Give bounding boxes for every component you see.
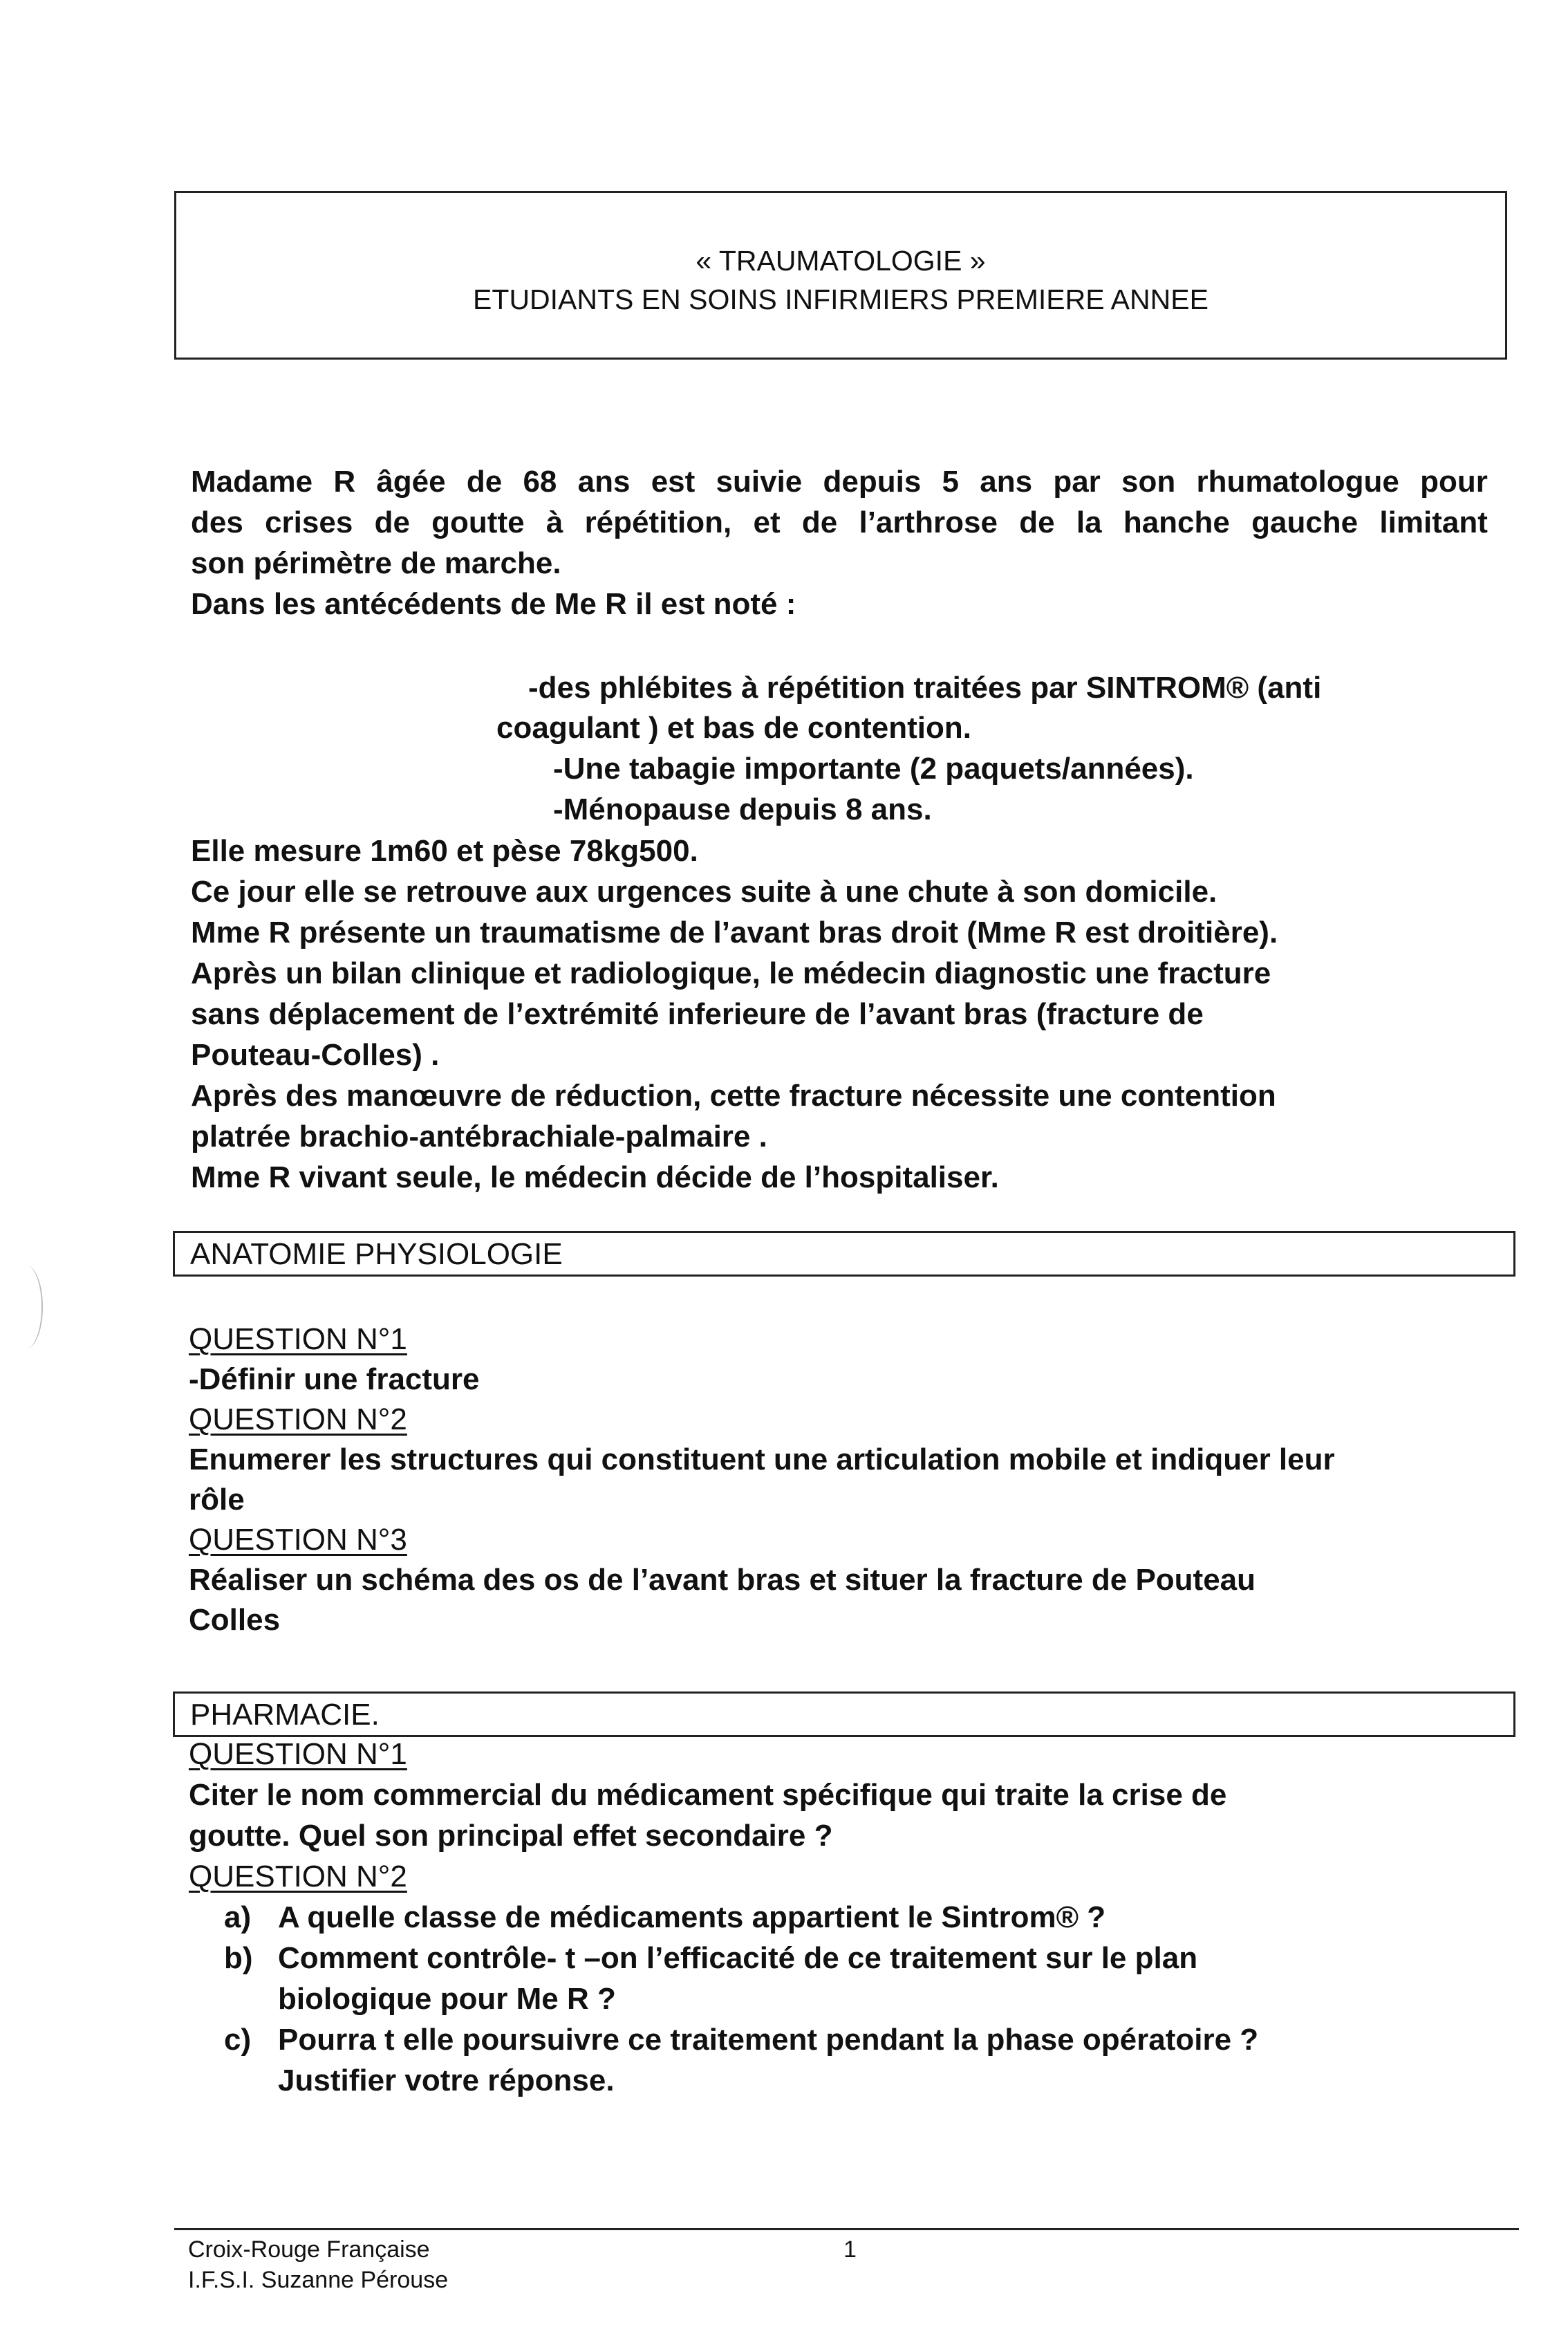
list-item-text: A quelle classe de médicaments appartient le Sintrom® ? [278, 1900, 1106, 1934]
question-label: QUESTION N°2 [189, 1860, 407, 1893]
antecedent-line: -des phlébites à répétition traitées par SINTROM® (anti [528, 671, 1322, 705]
question-label: QUESTION N°1 [189, 1322, 407, 1356]
question-text: -Définir une fracture [189, 1362, 480, 1396]
list-item-text: biologique pour Me R ? [278, 1982, 616, 2016]
list-item-text: Pourra t elle poursuivre ce traitement pendant la phase opératoire ? [278, 2023, 1259, 2057]
title-line-2: ETUDIANTS EN SOINS INFIRMIERS PREMIERE ANNEE [473, 284, 1208, 315]
intro-line: Madame R âgée de 68 ans est suivie depuis 5 ans par son rhumatologue pour [191, 465, 1488, 499]
question-text: Colles [189, 1603, 281, 1637]
intro-line: Après des manœuvre de réduction, cette fracture nécessite une contention [191, 1079, 1276, 1113]
title-line-1: « TRAUMATOLOGIE » [696, 245, 986, 277]
intro-line: Ce jour elle se retrouve aux urgences suite à une chute à son domicile. [191, 875, 1217, 909]
footer-org-1: Croix-Rouge Française [188, 2236, 430, 2263]
intro-line: Elle mesure 1m60 et pèse 78kg500. [191, 834, 698, 868]
list-letter: a) [224, 1900, 252, 1934]
question-label: QUESTION N°1 [189, 1737, 407, 1771]
question-label: QUESTION N°2 [189, 1402, 407, 1436]
margin-mark [10, 1266, 43, 1348]
intro-line: Pouteau-Colles) . [191, 1038, 440, 1072]
list-letter: c) [224, 2023, 252, 2057]
intro-line: Après un bilan clinique et radiologique, le médecin diagnostic une fracture [191, 956, 1271, 990]
question-text: goutte. Quel son principal effet secondaire ? [189, 1819, 833, 1853]
intro-line: Mme R présente un traumatisme de l’avant bras droit (Mme R est droitière). [191, 916, 1278, 949]
page-number: 1 [843, 2236, 857, 2263]
intro-line: sans déplacement de l’extrémité inferieure de l’avant bras (fracture de [191, 997, 1204, 1031]
question-text: Citer le nom commercial du médicament spécifique qui traite la crise de [189, 1778, 1227, 1812]
question-text: Réaliser un schéma des os de l’avant bras et situer la fracture de Pouteau [189, 1563, 1256, 1597]
intro-line: Mme R vivant seule, le médecin décide de l’hospitaliser. [191, 1160, 999, 1194]
intro-line: des crises de goutte à répétition, et de l’arthrose de la hanche gauche limitant [191, 506, 1488, 539]
question-text: rôle [189, 1483, 245, 1517]
section-title: ANATOMIE PHYSIOLOGIE [190, 1237, 563, 1271]
section-title: PHARMACIE. [190, 1698, 380, 1732]
antecedent-line: -Ménopause depuis 8 ans. [553, 792, 932, 826]
title-box [174, 191, 1507, 360]
list-letter: b) [224, 1941, 253, 1975]
antecedent-line: -Une tabagie importante (2 paquets/années). [553, 752, 1194, 786]
antecedent-line: coagulant ) et bas de contention. [496, 711, 971, 745]
intro-line: platrée brachio-antébrachiale-palmaire . [191, 1120, 767, 1153]
question-text: Enumerer les structures qui constituent une articulation mobile et indiquer leur [189, 1443, 1335, 1476]
footer-rule [174, 2228, 1519, 2230]
section-pharmacie-header [173, 1691, 1515, 1737]
list-item-text: Comment contrôle- t –on l’efficacité de ce traitement sur le plan [278, 1941, 1198, 1975]
section-anatomie-header [173, 1231, 1515, 1277]
intro-line: son périmètre de marche. [191, 546, 561, 580]
intro-line: Dans les antécédents de Me R il est noté : [191, 587, 796, 621]
footer-org-2: I.F.S.I. Suzanne Pérouse [188, 2267, 449, 2293]
list-item-text: Justifier votre réponse. [278, 2064, 615, 2097]
question-label: QUESTION N°3 [189, 1523, 407, 1557]
